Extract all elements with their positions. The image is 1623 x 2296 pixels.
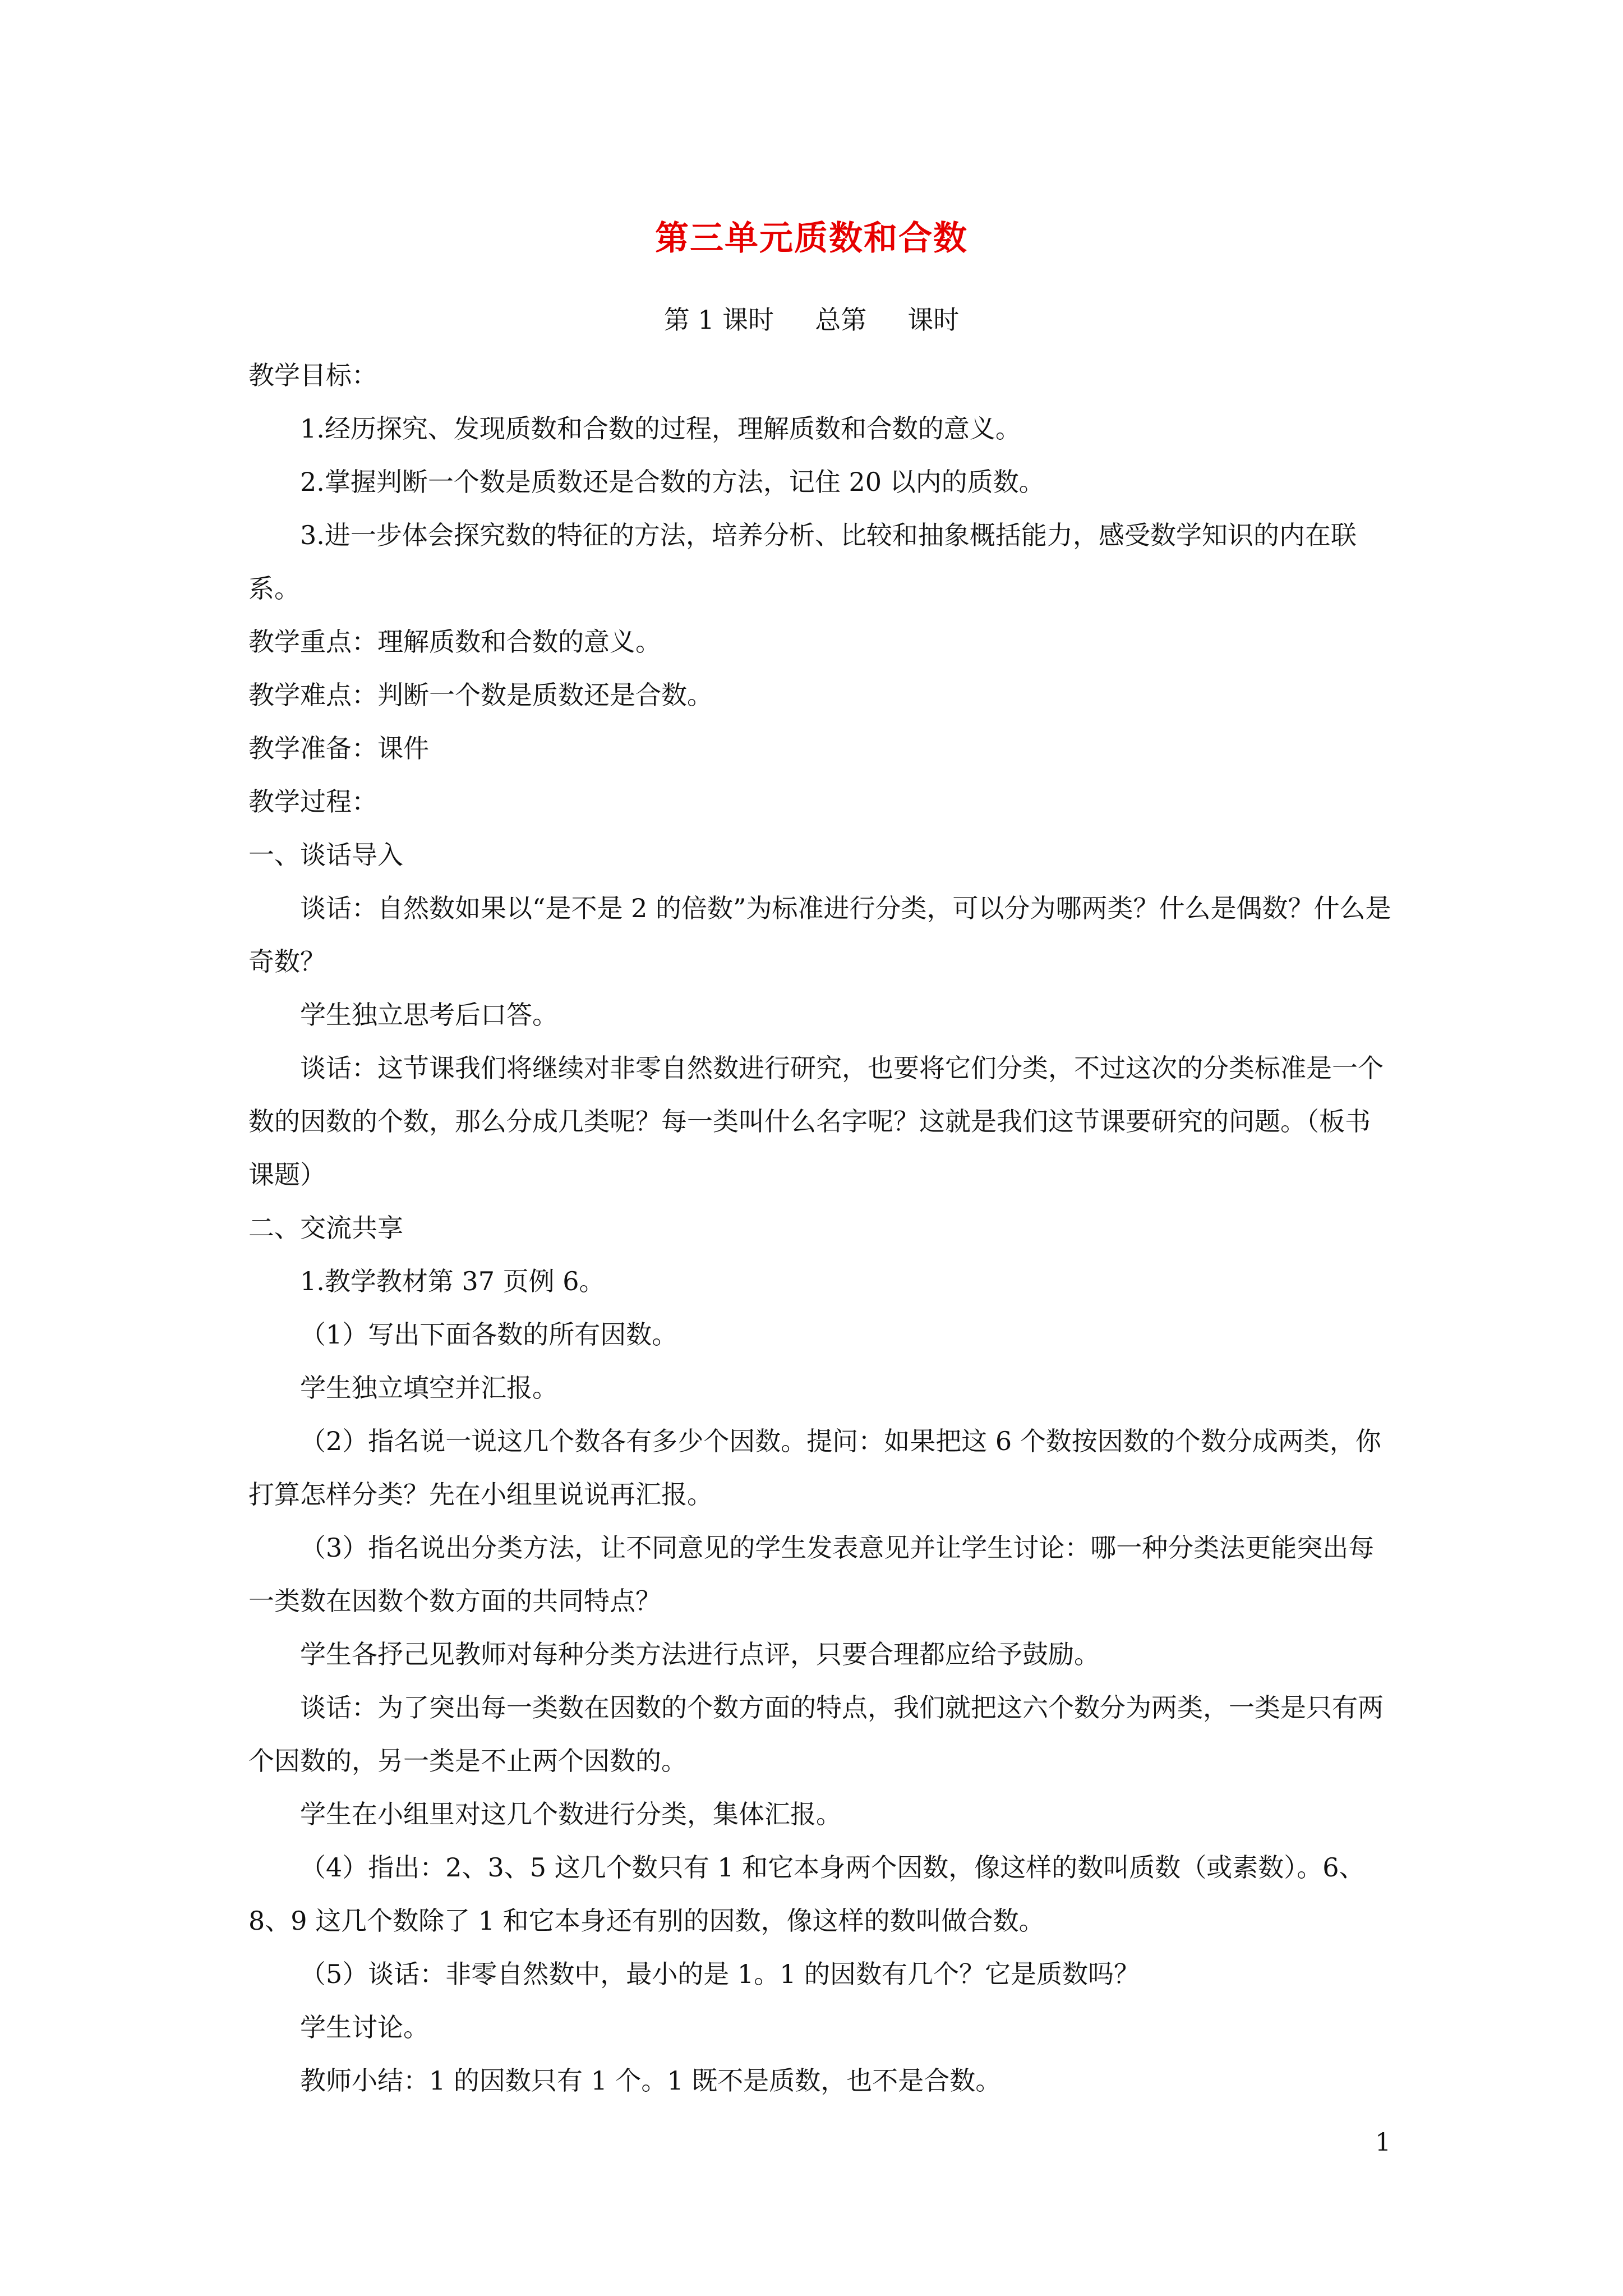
paragraph: 学生讨论。 (300, 2012, 429, 2042)
paragraph: （3）指名说出分类方法，让不同意见的学生发表意见并让学生讨论：哪一种分类法更能突出每一类数在因数个数方面的共同特点？ (248, 1533, 1375, 1616)
paragraph: 一、谈话导入 (248, 840, 403, 870)
paragraph: 学生独立填空并汇报。 (300, 1373, 558, 1403)
paragraph: 学生在小组里对这几个数进行分类，集体汇报。 (300, 1799, 842, 1829)
paragraph: 教学准备：课件 (248, 733, 429, 763)
paragraph: 1.经历探究、发现质数和合数的过程，理解质数和合数的意义。 (300, 413, 1021, 444)
paragraph: 谈话：为了突出每一类数在因数的个数方面的特点，我们就把这六个数分为两类，一类是只有两个因数的，另一类是不止两个因数的。 (248, 1692, 1384, 1776)
paragraph: （4）指出：2、3、5 这几个数只有 1 和它本身两个因数，像这样的数叫质数（或素数）。6、8、9 这几个数除了 1 和它本身还有别的因数，像这样的数叫做合数。 (248, 1852, 1365, 1936)
document-title: 第三单元质数和合数 (655, 219, 968, 258)
paragraph: 1.教学教材第 37 页例 6。 (300, 1266, 605, 1296)
paragraph: 教学过程： (248, 786, 377, 817)
paragraph: 教师小结：1 的因数只有 1 个。1 既不是质数，也不是合数。 (300, 2065, 1002, 2096)
paragraph: （2）指名说一说这几个数各有多少个因数。提问：如果把这 6 个数按因数的个数分成两类，你打算怎样分类？先在小组里说说再汇报。 (248, 1426, 1381, 1510)
paragraph: 学生各抒己见教师对每种分类方法进行点评，只要合理都应给予鼓励。 (300, 1639, 1100, 1669)
paragraph: （5）谈话：非零自然数中，最小的是 1。1 的因数有几个？它是质数吗？ (300, 1959, 1140, 1989)
paragraph: 谈话：自然数如果以“是不是 2 的倍数”为标准进行分类，可以分为哪两类？什么是偶数？什么是奇数？ (248, 893, 1391, 977)
paragraph: 教学重点：理解质数和合数的意义。 (248, 627, 661, 657)
document-body (248, 349, 1393, 2108)
paragraph: 学生独立思考后口答。 (300, 1000, 558, 1030)
paragraph: （1）写出下面各数的所有因数。 (300, 1319, 678, 1350)
paragraph: 二、交流共享 (248, 1213, 403, 1243)
page-number: 1 (1375, 2128, 1391, 2157)
paragraph: 谈话：这节课我们将继续对非零自然数进行研究，也要将它们分类，不过这次的分类标准是一个数的因数的个数，那么分成几类呢？每一类叫什么名字呢？这就是我们这节课要研究的问题。（板书课题） (248, 1053, 1384, 1190)
paragraph: 3.进一步体会探究数的特征的方法，培养分析、比较和抽象概括能力，感受数学知识的内在联系。 (248, 520, 1357, 604)
paragraph: 2.掌握判断一个数是质数还是合数的方法，记住 20 以内的质数。 (300, 467, 1045, 497)
lesson-subtitle: 第 1 课时 总第 课时 (663, 305, 960, 335)
paragraph: 教学难点：判断一个数是质数还是合数。 (248, 680, 713, 710)
paragraph: 教学目标： (248, 360, 377, 390)
